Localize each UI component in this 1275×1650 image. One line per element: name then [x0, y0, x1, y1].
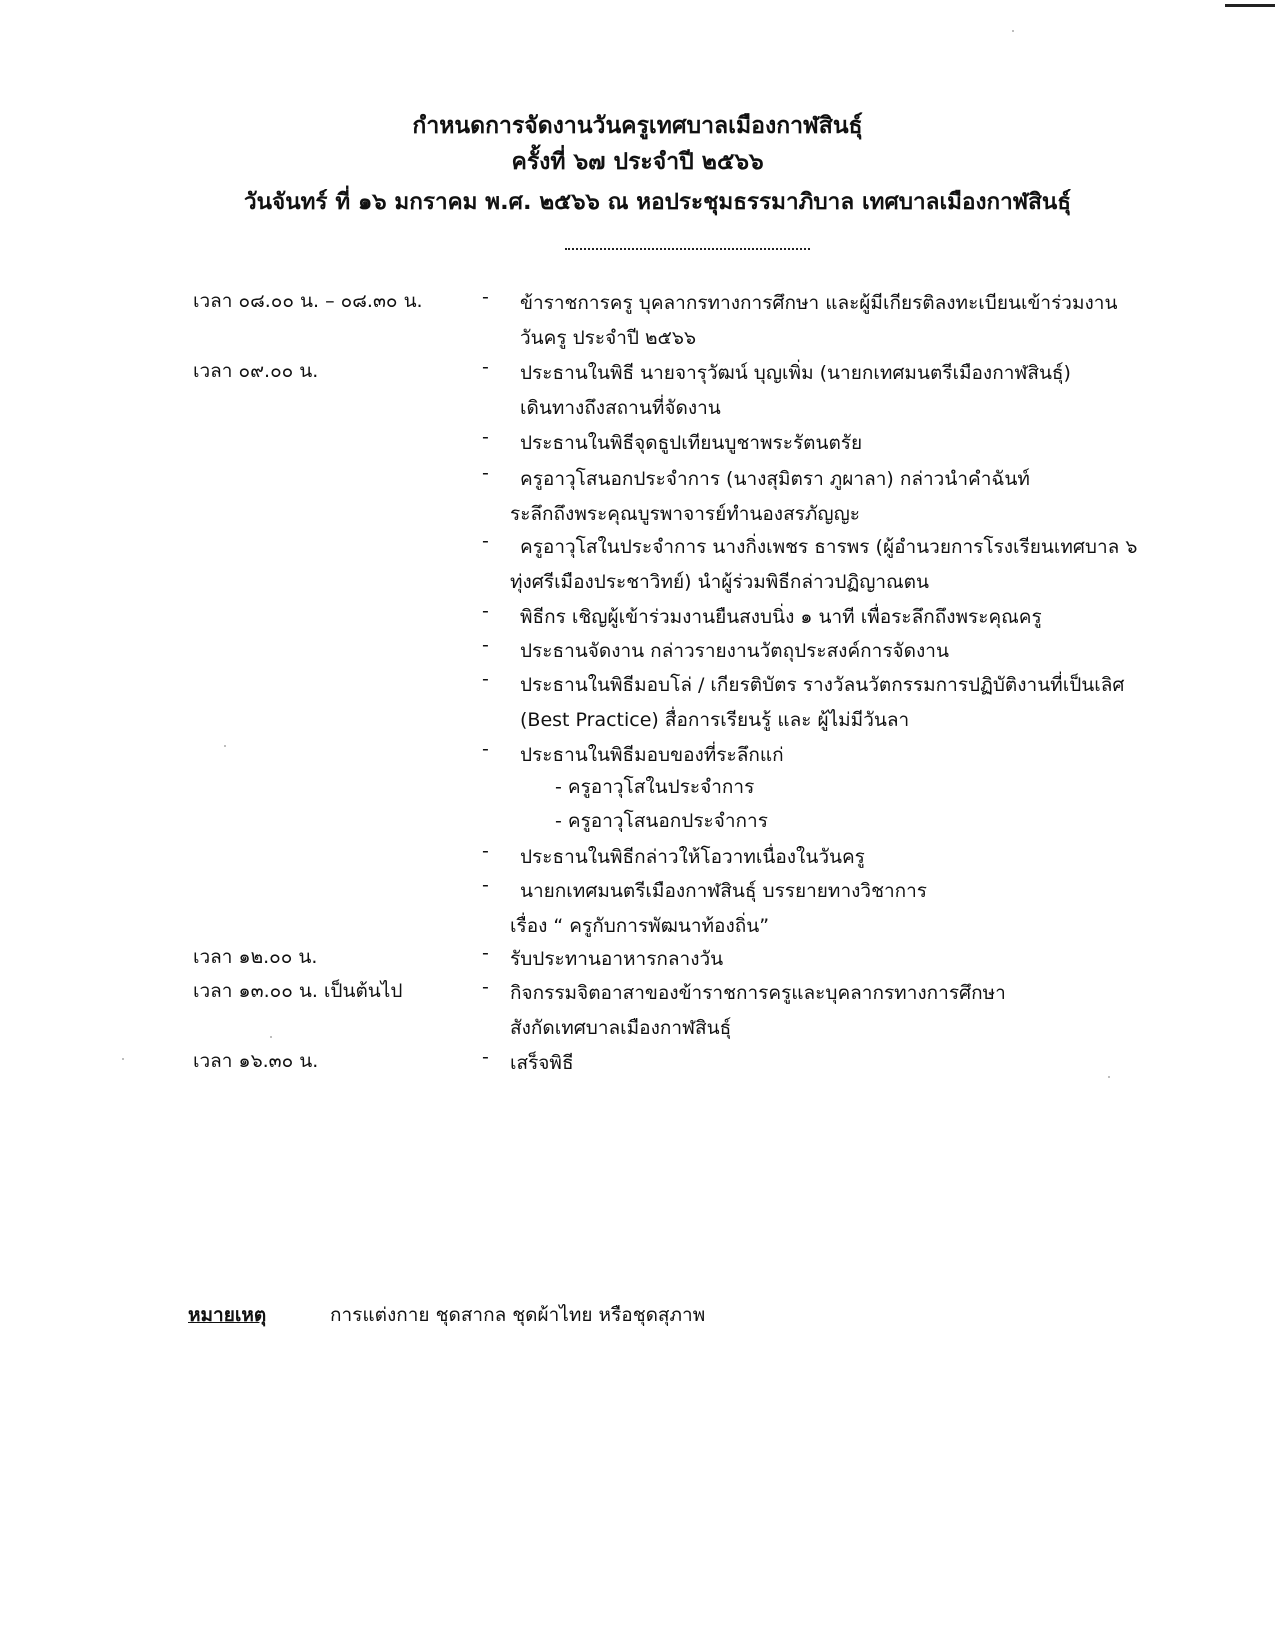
- item-line: ประธานจัดงาน กล่าวรายงานวัตถุประสงค์การจัดงาน: [520, 640, 949, 662]
- schedule-item: [510, 942, 1180, 977]
- dotted-divider: [565, 248, 810, 250]
- bullet-dash: -: [482, 356, 489, 378]
- item-line: กิจกรรมจิตอาสาของข้าราชการครูและบุคลากรทางการศึกษา: [510, 982, 1006, 1004]
- bullet-dash: -: [482, 634, 489, 656]
- schedule-time: เวลา ๑๒.๐๐ น.: [193, 946, 318, 968]
- note-label: หมายเหตุ: [188, 1304, 267, 1326]
- item-line: เดินทางถึงสถานที่จัดงาน: [520, 397, 721, 419]
- item-line: สังกัดเทศบาลเมืองกาฬสินธุ์: [510, 1017, 732, 1039]
- item-line: ประธานในพิธีมอบโล่ / เกียรติบัตร รางวัลนวัตกรรมการปฏิบัติงานที่เป็นเลิศ: [520, 674, 1125, 696]
- schedule-item: [510, 874, 1180, 944]
- scan-speck: [1012, 30, 1014, 32]
- bullet-dash: -: [482, 874, 489, 896]
- bullet-dash: -: [482, 462, 489, 484]
- bullet-dash: -: [482, 286, 489, 308]
- bullet-dash: -: [482, 738, 489, 760]
- schedule-item: [510, 530, 1180, 600]
- bullet-dash: -: [482, 942, 489, 964]
- schedule-item: [520, 634, 1180, 669]
- subitem-line: - ครูอาวุโสในประจำการ: [555, 776, 755, 798]
- bullet-dash: -: [482, 668, 489, 690]
- title-line-1: กำหนดการจัดงานวันครูเทศบาลเมืองกาฬสินธุ์: [412, 113, 863, 139]
- schedule-item: [520, 356, 1180, 426]
- item-line: ระลึกถึงพระคุณบูรพาจารย์ทำนองสรภัญญะ: [510, 503, 860, 525]
- schedule-item: [520, 600, 1180, 635]
- item-line: เรื่อง “ ครูกับการพัฒนาท้องถิ่น”: [510, 915, 770, 937]
- schedule-item: [520, 426, 1180, 461]
- item-line: ครูอาวุโสนอกประจำการ (นางสุมิตรา ภูผาลา) กล่าวนำคำฉันท์: [520, 468, 1030, 490]
- schedule-item: [510, 1046, 1180, 1081]
- item-line: เสร็จพิธี: [510, 1052, 574, 1074]
- scan-edge-mark: [1225, 4, 1275, 7]
- schedule-item: [520, 840, 1180, 875]
- bullet-dash: -: [482, 600, 489, 622]
- scan-speck: [270, 1036, 272, 1038]
- bullet-dash: -: [482, 976, 489, 998]
- item-line: ประธานในพิธีมอบของที่ระลึกแก่: [520, 744, 784, 766]
- item-line: วันครู ประจำปี ๒๕๖๖: [520, 327, 697, 349]
- schedule-time: เวลา ๐๙.๐๐ น.: [193, 360, 319, 382]
- item-line: นายกเทศมนตรีเมืองกาฬสินธุ์ บรรยายทางวิชาการ: [520, 880, 928, 902]
- schedule-item: [510, 976, 1180, 1046]
- item-line: รับประทานอาหารกลางวัน: [510, 948, 724, 970]
- scan-speck: [122, 1058, 124, 1060]
- bullet-dash: -: [482, 1046, 489, 1068]
- schedule-time: เวลา ๐๘.๐๐ น. – ๐๘.๓๐ น.: [193, 290, 423, 312]
- schedule-item: [510, 462, 1180, 532]
- item-line: ประธานในพิธี นายจารุวัฒน์ บุญเพิ่ม (นายกเทศมนตรีเมืองกาฬสินธุ์): [520, 362, 1071, 384]
- bullet-dash: -: [482, 426, 489, 448]
- scan-speck: [224, 745, 226, 747]
- document-title: [0, 108, 1275, 220]
- note: [188, 1300, 705, 1330]
- item-line: ครูอาวุโสในประจำการ นางกิ่งเพชร ธารพร (ผู้อำนวยการโรงเรียนเทศบาล ๖: [520, 536, 1138, 558]
- item-line: ประธานในพิธีกล่าวให้โอวาทเนื่องในวันครู: [520, 846, 865, 868]
- item-line: พิธีกร เชิญผู้เข้าร่วมงานยืนสงบนิ่ง ๑ นาที เพื่อระลึกถึงพระคุณครู: [520, 606, 1042, 628]
- note-text: การแต่งกาย ชุดสากล ชุดผ้าไทย หรือชุดสุภาพ: [330, 1304, 706, 1326]
- title-line-3: วันจันทร์ ที่ ๑๖ มกราคม พ.ศ. ๒๕๖๖ ณ หอประชุมธรรมาภิบาล เทศบาลเมืองกาฬสินธุ์: [244, 189, 1071, 215]
- schedule-item: [520, 738, 1180, 773]
- title-line-2: ครั้งที่ ๖๗ ประจำปี ๒๕๖๖: [511, 149, 764, 175]
- item-line: ประธานในพิธีจุดธูปเทียนบูชาพระรัตนตรัย: [520, 432, 863, 454]
- subitem-line: - ครูอาวุโสนอกประจำการ: [555, 810, 768, 832]
- schedule-item: [520, 286, 1180, 356]
- bullet-dash: -: [482, 530, 489, 552]
- bullet-dash: -: [482, 840, 489, 862]
- item-line: (Best Practice) สื่อการเรียนรู้ และ ผู้ไม่มีวันลา: [520, 709, 910, 731]
- schedule-time: เวลา ๑๖.๓๐ น.: [193, 1050, 319, 1072]
- item-line: ทุ่งศรีเมืองประชาวิทย์) นำผู้ร่วมพิธีกล่าวปฏิญาณตน: [510, 571, 930, 593]
- item-line: ข้าราชการครู บุคลากรทางการศึกษา และผู้มีเกียรติลงทะเบียนเข้าร่วมงาน: [520, 292, 1118, 314]
- schedule-item: [520, 668, 1180, 738]
- schedule-time: เวลา ๑๓.๐๐ น. เป็นต้นไป: [193, 980, 403, 1002]
